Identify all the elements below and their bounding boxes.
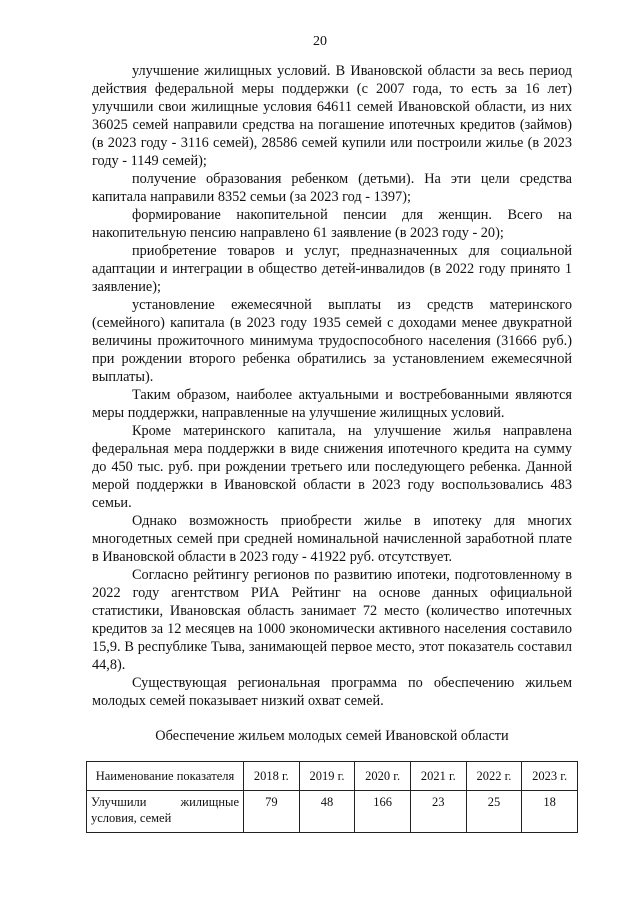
paragraph: Существующая региональная программа по обеспечению жильем молодых семей показывает низкий охват семей. [92,675,572,709]
paragraph: формирование накопительной пенсии для женщин. Всего на накопительную пенсию направлено 61 заявление (в 2023 году - 20); [92,207,572,241]
row-label: Улучшили жилищные условия, семей [87,791,244,833]
header-cell: Наименование показателя [87,762,244,791]
table-title: Обеспечение жильем молодых семей Ивановской области [155,728,509,744]
paragraph: улучшение жилищных условий. В Ивановской области за весь период действия федеральной меры поддержки (с 2007 года, то есть за 16 лет) улучшили свои жилищные условия 64611 семей Ивановской области, из них 36025 семей направили средства на погашение ипотечных кредитов (займов) (в 2023 году - 3116 семей), 28586 семей купили или построили жилье (в 2023 году - 1149 семей); [92,63,572,169]
table-row [87,791,578,833]
housing-stats-table [86,761,578,833]
paragraph: Однако возможность приобрести жилье в ипотеку для многих многодетных семей при средней номинальной начисленной заработной плате в Ивановской области в 2023 году - 41922 руб. отсутствует. [92,513,572,565]
table-cell: 25 [466,791,522,833]
paragraph: Согласно рейтингу регионов по развитию ипотеки, подготовленному в 2022 году агентством РИА Рейтинг на основе данных официальной статистики, Ивановская область занимает 72 место (количество ипотечных кредитов за 12 месяцев на 1000 экономически активного населения составило 15,9. В республике Тыва, занимающей первое место, этот показатель составил 44,8). [92,567,572,673]
table-cell: 18 [522,791,578,833]
table-cell: 48 [299,791,355,833]
table-header-row [87,762,578,791]
page-number: 20 [313,34,327,49]
table-cell: 23 [410,791,466,833]
header-cell: 2018 г. [244,762,300,791]
paragraph: Таким образом, наиболее актуальными и востребованными являются меры поддержки, направленные на улучшение жилищных условий. [92,387,572,421]
header-cell: 2023 г. [522,762,578,791]
paragraph: получение образования ребенком (детьми). На эти цели средства капитала направили 8352 семьи (за 2023 год - 1397); [92,171,572,205]
header-cell: 2021 г. [410,762,466,791]
header-cell: 2022 г. [466,762,522,791]
paragraph: установление ежемесячной выплаты из средств материнского (семейного) капитала (в 2023 году 1935 семей с доходами менее двукратной величины прожиточного минимума трудоспособного населения (31666 руб.) при рождении второго ребенка обратились за установлением ежемесячной выплаты). [92,297,572,385]
table-cell: 166 [355,791,411,833]
table-cell: 79 [244,791,300,833]
paragraph: приобретение товаров и услуг, предназначенных для социальной адаптации и интеграции в общество детей-инвалидов (в 2022 году принято 1 заявление); [92,243,572,295]
header-cell: 2019 г. [299,762,355,791]
document-body [92,62,572,710]
paragraph: Кроме материнского капитала, на улучшение жилья направлена федеральная мера поддержки в виде снижения ипотечного кредита на сумму до 450 тыс. руб. при рождении третьего или последующего ребенка. Данной мерой поддержки в Ивановской области в 2023 году воспользовались 483 семьи. [92,423,572,511]
header-cell: 2020 г. [355,762,411,791]
